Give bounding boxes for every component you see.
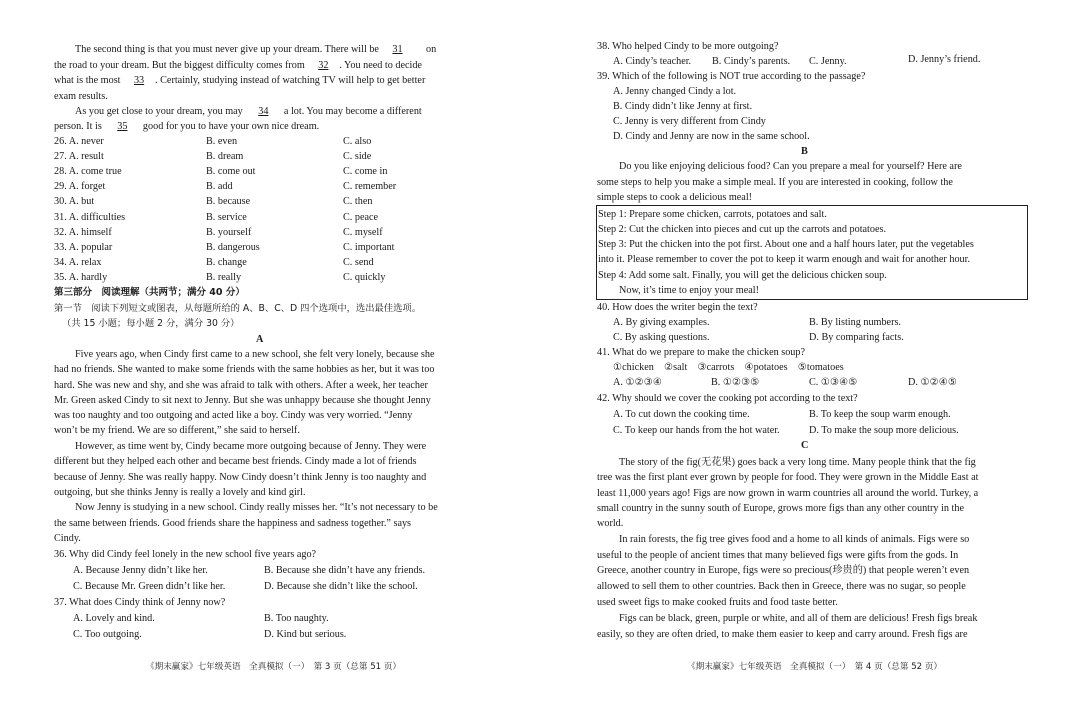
text-line: hard. She was new and shy, and she was afraid to talk with others. After a week, her teacher (54, 380, 428, 391)
section-instructions: 第一节 阅读下列短文或图表，从每题所给的 A、B、C、D 四个选项中，选出最佳选项。 (54, 303, 421, 314)
option-a[interactable]: A. Cindy’s teacher. (613, 56, 692, 67)
option-c[interactable]: C. Because Mr. Green didn’t like her. (73, 581, 226, 592)
option-a: 31. A. difficulties (54, 212, 126, 223)
question-text: 41. What do we prepare to make the chicken soup? (597, 347, 806, 358)
text-segment: a lot. You may become a different (283, 106, 422, 117)
option-b: B. yourself (206, 227, 252, 238)
question-text: 39. Which of the following is NOT true according to the passage? (597, 71, 866, 82)
text-segment: the road to your dream. But the biggest difficulty comes from (54, 60, 305, 71)
option-a: 26. A. never (54, 136, 104, 147)
option-d[interactable]: D. By comparing facts. (809, 332, 904, 343)
option-d[interactable]: D. Jenny’s friend. (908, 54, 981, 65)
option-b: B. dangerous (206, 242, 260, 253)
section-instructions: （共 15 小题；每小题 2 分，满分 30 分） (62, 318, 240, 329)
option-b: B. dream (206, 151, 244, 162)
text-line: because of Jenny. She was really happy. Now Cindy doesn’t think Jenny is too naughty and (54, 472, 427, 483)
option-c: C. peace (343, 212, 379, 223)
text-line: different but they helped each other and became best friends. Cindy made a lot of friends (54, 456, 417, 467)
text-line (54, 120, 319, 134)
text-line: won’t be my friend. We are so different,” she said to herself. (54, 425, 300, 436)
option-a: 27. A. result (54, 151, 104, 162)
text-line: Do you like enjoying delicious food? Can you prepare a meal for yourself? Here are (619, 161, 962, 172)
text-line: simple steps to cook a delicious meal! (597, 192, 753, 203)
option-c: C. important (343, 242, 395, 253)
option-c: C. send (343, 257, 374, 268)
option-b[interactable]: B. Cindy’s parents. (712, 56, 791, 67)
option-b: B. change (206, 257, 247, 268)
option-a: 32. A. himself (54, 227, 112, 238)
option-d[interactable]: D. Cindy and Jenny are now in the same school. (613, 131, 810, 142)
step-line: Now, it’s time to enjoy your meal! (619, 285, 759, 296)
option-d[interactable]: D. Kind but serious. (264, 629, 347, 640)
page-footer: 《期末赢家》七年级英语 全真模拟（一） 第 3 页（总第 51 页） (146, 662, 402, 672)
option-a[interactable]: A. Lovely and kind. (73, 613, 155, 624)
text-line (54, 74, 425, 88)
text-line: Greece, another country in Europe, figs were so precious(珍贵的) that people weren’t even (597, 565, 970, 576)
text-line: the same between friends. Good friends share the happiness and sadness together.” says (54, 518, 412, 529)
step-line: into it. Please remember to cover the pot to keep it warm enough and wait for another hour. (598, 254, 971, 265)
text-line: tree was the first plant ever grown by people for food. They were grown in the Middle East at (597, 472, 979, 483)
text-line: Five years ago, when Cindy first came to a new school, she felt very lonely, because she (75, 349, 435, 360)
option-a: 33. A. popular (54, 242, 113, 253)
text-line (75, 43, 436, 57)
text-line (75, 105, 422, 119)
option-c: C. remember (343, 181, 397, 192)
option-d[interactable]: D. To make the soup more delicious. (809, 425, 959, 436)
text-line: least 11,000 years ago! Figs are now grown in warm countries all around the world. Turkey, a (597, 488, 979, 499)
text-segment: . You need to decide (339, 60, 422, 71)
section-heading: 第三部分 阅读理解（共两节；满分 40 分） (54, 287, 245, 298)
question-text: 42. Why should we cover the cooking pot according to the text? (597, 393, 858, 404)
option-c: C. quickly (343, 272, 386, 283)
option-c[interactable]: C. Jenny is very different from Cindy (613, 116, 766, 127)
option-a: 34. A. relax (54, 257, 102, 268)
text-line: world. (597, 518, 624, 529)
option-b[interactable]: B. By listing numbers. (809, 317, 901, 328)
option-a: 35. A. hardly (54, 272, 108, 283)
blank-35: 35 (117, 121, 128, 132)
text-segment: on (426, 44, 437, 55)
option-b[interactable]: B. Because she didn’t have any friends. (264, 565, 426, 576)
option-d[interactable]: D. Because she didn’t like the school. (264, 581, 418, 592)
text-line: small country in the sunny south of Europe, grows more figs than any other country in the (597, 503, 964, 514)
option-a[interactable]: A. Jenny changed Cindy a lot. (613, 86, 737, 97)
option-a[interactable]: A. By giving examples. (613, 317, 710, 328)
blank-33: 33 (133, 75, 145, 86)
option-a: 28. A. come true (54, 166, 122, 177)
passage-label-a: A (256, 334, 264, 345)
option-b: B. really (206, 272, 242, 283)
blank-34: 34 (258, 106, 269, 117)
option-a: 30. A. but (54, 196, 95, 207)
option-c[interactable]: C. To keep our hands from the hot water. (613, 425, 780, 436)
option-b: B. even (206, 136, 238, 147)
ingredient-list: ①chicken ②salt ③carrots ④potatoes ⑤tomatoes (613, 362, 844, 373)
question-text: 38. Who helped Cindy to be more outgoing? (597, 41, 779, 52)
option-b: B. add (206, 181, 233, 192)
option-b[interactable]: B. Too naughty. (264, 613, 329, 624)
blank-32: 32 (318, 60, 329, 71)
option-c: C. also (343, 136, 372, 147)
text-line: In rain forests, the fig tree gives food and a home to all kinds of animals. Figs were so (619, 534, 970, 545)
text-segment: good for you to have your own nice dream. (142, 121, 320, 132)
text-line: used sweet figs to make cooked fruits and food taste better. (597, 597, 838, 608)
option-c: C. come in (343, 166, 388, 177)
text-line: some steps to help you make a simple meal. If you are interested in cooking, follow the (597, 177, 953, 188)
option-c: C. then (343, 196, 373, 207)
text-segment: The second thing is that you must never give up your dream. There will be (75, 44, 379, 55)
text-line: Mr. Green asked Cindy to sit next to Jenny. But she was unhappy because she thought Jenny (54, 395, 431, 406)
blank-31: 31 (392, 44, 403, 55)
option-c[interactable]: C. ①③④⑤ (809, 377, 858, 388)
option-b: B. come out (206, 166, 256, 177)
option-b: B. service (206, 212, 247, 223)
text-line: easily, so they are often dried, to make them easier to keep and carry around. Fresh figs are (597, 629, 968, 640)
option-c: C. side (343, 151, 372, 162)
option-b: B. because (206, 196, 251, 207)
text-line: outgoing, but she thinks Jenny is really a lovely and kind girl. (54, 487, 306, 498)
option-b[interactable]: B. ①②③⑤ (711, 377, 760, 388)
step-line: Step 2: Cut the chicken into pieces and cut up the carrots and potatoes. (598, 224, 887, 235)
option-a: 29. A. forget (54, 181, 106, 192)
passage-label-c: C (801, 440, 809, 451)
step-line: Step 3: Put the chicken into the pot first. About one and a half hours later, put the vegetables (598, 239, 974, 250)
question-text: 36. Why did Cindy feel lonely in the new school five years ago? (54, 549, 317, 560)
option-c: C. myself (343, 227, 383, 238)
option-c[interactable]: C. By asking questions. (613, 332, 710, 343)
question-text: 37. What does Cindy think of Jenny now? (54, 597, 226, 608)
text-segment: person. It is (54, 121, 102, 132)
text-segment: As you get close to your dream, you may (75, 106, 243, 117)
option-a[interactable]: A. Because Jenny didn’t like her. (73, 565, 208, 576)
text-line: Now Jenny is studying in a new school. Cindy really misses her. “It’s not necessary to be (75, 502, 438, 513)
step-line: Step 1: Prepare some chicken, carrots, potatoes and salt. (598, 209, 827, 220)
option-b[interactable]: B. To keep the soup warm enough. (809, 409, 951, 420)
text-line: allowed to sell them to other countries. Back then in Greece, there was no sugar, so people (597, 581, 966, 592)
text-line: Cindy. (54, 533, 81, 544)
text-line: exam results. (54, 91, 108, 102)
text-line: The story of the fig(无花果) goes back a very long time. Many people think that the fig (619, 457, 976, 468)
text-line (54, 59, 422, 73)
option-a[interactable]: A. To cut down the cooking time. (613, 409, 750, 420)
text-segment: . Certainly, studying instead of watching TV will help to get better (155, 75, 426, 86)
passage-label-b: B (801, 146, 808, 157)
text-line: However, as time went by, Cindy became more outgoing because of Jenny. They were (75, 441, 427, 452)
text-line: had no friends. She wanted to make some friends with the same hobbies as her, but it was too (54, 364, 435, 375)
text-segment: what is the most (54, 75, 121, 86)
option-c[interactable]: C. Too outgoing. (73, 629, 142, 640)
text-line: was too naughty and too outgoing and acted like a boy. Cindy was very worried. “Jenny (54, 410, 413, 421)
text-line: useful to the people of ancient times that many believed figs were gifts from the gods. In (597, 550, 959, 561)
option-d[interactable]: D. ①②④⑤ (908, 377, 957, 388)
page-footer: 《期末赢家》七年级英语 全真模拟（一） 第 4 页（总第 52 页） (687, 662, 943, 672)
text-line: Figs can be black, green, purple or white, and all of them are delicious! Fresh figs break (619, 613, 978, 624)
step-line: Step 4: Add some salt. Finally, you will get the delicious chicken soup. (598, 270, 887, 281)
option-a[interactable]: A. ①②③④ (613, 377, 662, 388)
option-c[interactable]: C. Jenny. (809, 56, 847, 67)
question-text: 40. How does the writer begin the text? (597, 302, 758, 313)
option-b[interactable]: B. Cindy didn’t like Jenny at first. (613, 101, 753, 112)
